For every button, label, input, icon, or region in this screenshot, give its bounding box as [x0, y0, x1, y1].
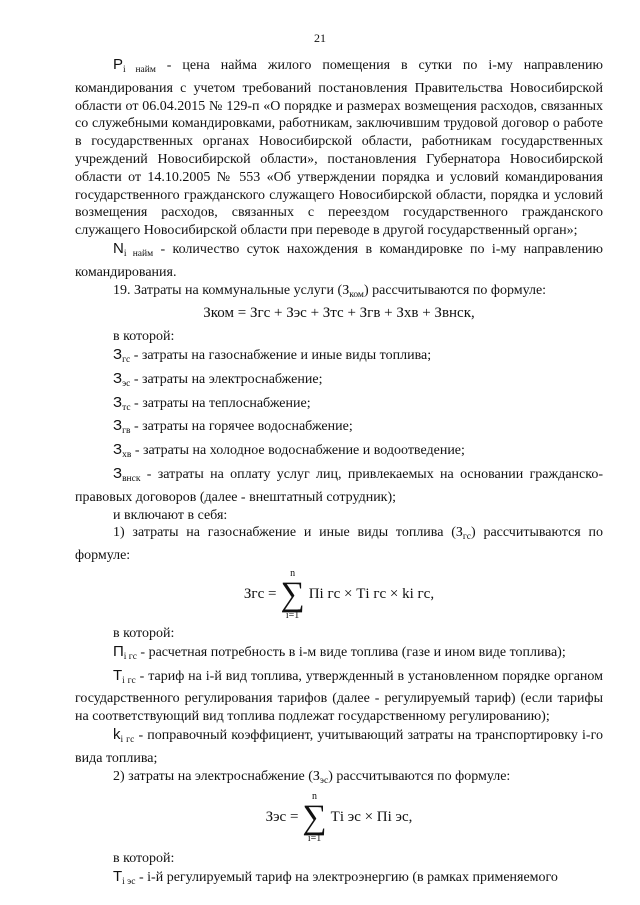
symbol: З — [113, 441, 123, 459]
symbol-subscript: гс — [122, 354, 131, 365]
symbol: Т — [113, 666, 123, 684]
paragraph-text: 1) затраты на газоснабжение и иные виды топлива ( — [113, 525, 456, 541]
sum-lower-limit: i=1 — [285, 609, 300, 621]
definition-cold-water — [75, 441, 603, 465]
paragraph-days-count — [75, 240, 603, 282]
symbol: З — [113, 393, 123, 411]
definition-text: - поправочный коэффициент, учитывающий затраты на транспортировку i-го вида топлива; — [75, 727, 603, 766]
formula-lhs: Згс = — [243, 586, 277, 603]
definition-text: - затраты на оплату услуг лиц, привлекаемых на основании гражданско-правовых договоров (далее - внештатный сотрудник); — [75, 466, 603, 505]
document-body — [75, 56, 603, 892]
summation — [280, 569, 304, 621]
symbol-subscript: внск — [122, 473, 141, 484]
definition-text: - расчетная потребность в i-м виде топлива (газе и ином виде топлива); — [136, 644, 566, 660]
definition-gas-tariff — [75, 667, 603, 726]
symbol: P — [113, 56, 124, 73]
definition-text: - i-й регулируемый тариф на электроэнергию (в рамках применяемого — [135, 870, 558, 886]
definition-heat — [75, 394, 603, 418]
paragraph-text: - количество суток нахождения в командировке по i-му направлению командирования. — [75, 241, 603, 280]
symbol-subscript: ком — [349, 289, 364, 300]
formula-utilities: Зком = Згс + Зэс + Зтс + Згв + Зхв + Звнск, — [203, 305, 475, 322]
definition-text: - тариф на i-й вид топлива, утвержденный в установленном порядке органом государственного регулирования тарифов (далее - регулируемый тариф) (если тарифы на соответствующий вид топлива подлежат государственному регулированию); — [75, 668, 603, 725]
symbol: З — [113, 369, 123, 387]
definition-text: - затраты на холодное водоснабжение и водоотведение; — [131, 443, 465, 459]
formula-lhs: Зэс = — [265, 809, 299, 826]
paragraph-text: 2) затраты на электроснабжение ( — [113, 768, 313, 784]
in-which-label: в которой: — [113, 625, 175, 641]
symbol-subscript: гв — [122, 426, 131, 437]
symbol-subscript: i гс — [123, 651, 137, 662]
symbol: З — [113, 345, 123, 363]
page-number: 21 — [314, 31, 326, 45]
including-label: и включают в себя: — [113, 507, 228, 523]
definition-text: - затраты на электроснабжение; — [130, 371, 323, 387]
paragraph-text: ) рассчитываются по формуле: — [328, 768, 511, 784]
symbol: П — [113, 642, 124, 660]
definition-electricity — [75, 370, 603, 394]
formula-rhs: Тi эс × Пi эс, — [330, 809, 413, 826]
symbol: k — [113, 725, 121, 743]
symbol-subscript: i гс — [122, 675, 136, 686]
definition-text: - затраты на теплоснабжение; — [130, 395, 311, 411]
definition-gas-coefficient — [75, 726, 603, 768]
definition-freelance — [75, 465, 603, 507]
paragraph-text: 19. Затраты на коммунальные услуги ( — [113, 282, 343, 298]
symbol: N — [113, 239, 124, 257]
in-which-label: в которой: — [113, 329, 175, 345]
symbol-subscript: i найм — [123, 248, 154, 259]
symbol: З — [342, 282, 350, 298]
definition-electricity-tariff — [75, 868, 603, 892]
symbol-subscript: эс — [319, 775, 329, 786]
symbol: З — [455, 525, 463, 541]
paragraph-utilities — [75, 282, 603, 305]
symbol-subscript: гс — [462, 532, 472, 543]
paragraph-text: ) рассчитываются по формуле: — [75, 525, 603, 564]
in-which-label: в которой: — [113, 851, 175, 867]
formula-gas — [75, 569, 603, 621]
symbol-subscript: тс — [122, 402, 131, 413]
definition-gas — [75, 346, 603, 370]
summation — [302, 792, 326, 844]
symbol-subscript: i эс — [122, 877, 136, 888]
paragraph-price-rent — [75, 56, 603, 240]
definition-text: - затраты на горячее водоснабжение; — [130, 419, 353, 435]
paragraph-text: - цена найма жилого помещения в сутки по i-му направлению командирования с учетом требований постановления Правительства Новосибирской области от 06.04.2015 № 129-п «О порядке и размерах возмещения расходов, связанных со служебными командировками, работникам, заключившим трудовой договор о работе в государственных органах Новосибирской области, работникам государственных учреждений Новосибирской области», постановления Губернатора Новосибирской области от 14.10.2005 № 553 «Об утверждении порядка и условий командирования государственного гражданского служащего Новосибирской области, порядка и условий возмещения расходов, связанных с переездом государственного гражданского служащего Новосибирской области при переводе в другой государственный орган»; — [75, 58, 603, 239]
formula-rhs: Пi гс × Тi гс × ki гс, — [308, 586, 435, 603]
symbol: З — [113, 464, 123, 482]
sum-upper-limit: n — [290, 567, 296, 579]
definition-text: - затраты на газоснабжение и иные виды топлива; — [130, 347, 432, 363]
sigma-icon: ∑ — [280, 575, 305, 613]
symbol: Т — [113, 868, 123, 886]
symbol-subscript: i найм — [123, 65, 156, 75]
sigma-icon: ∑ — [302, 799, 327, 837]
symbol: З — [312, 768, 320, 784]
sum-lower-limit: i=1 — [307, 833, 322, 845]
paragraph-electricity-formula — [75, 768, 603, 791]
definition-hot-water — [75, 417, 603, 441]
formula-electricity — [75, 792, 603, 844]
symbol: З — [113, 417, 123, 435]
definition-gas-need — [75, 643, 603, 667]
sum-upper-limit: n — [312, 791, 318, 803]
paragraph-gas-formula — [75, 524, 603, 565]
symbol-subscript: i гс — [120, 734, 135, 745]
symbol-subscript: хв — [122, 450, 132, 461]
symbol-subscript: эс — [122, 378, 131, 389]
paragraph-text: ) рассчитываются по формуле: — [363, 282, 547, 298]
